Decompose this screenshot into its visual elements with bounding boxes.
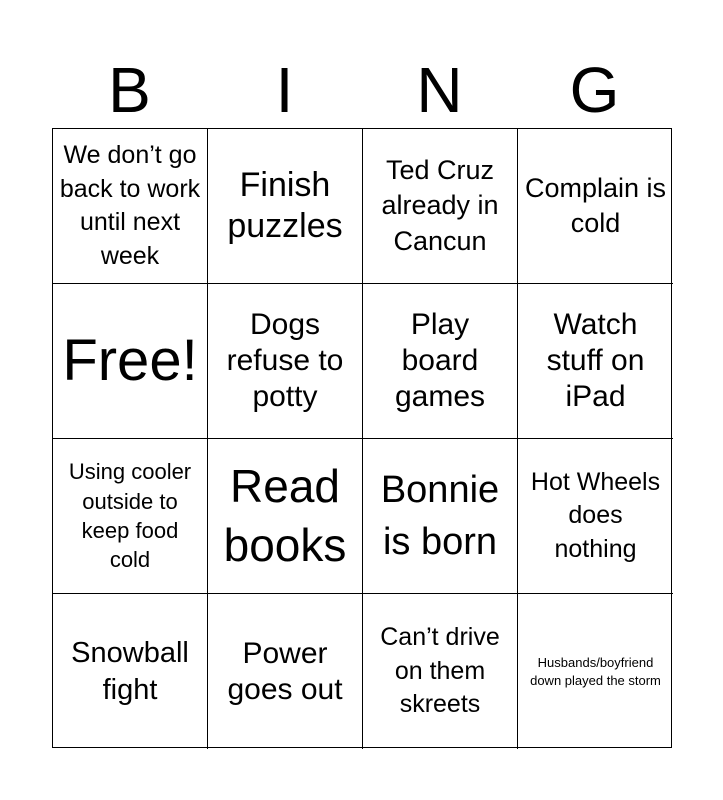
cell-label: Snowball fight bbox=[71, 637, 189, 706]
bingo-board bbox=[52, 128, 672, 748]
cell-label: We don’t go back to work until next week bbox=[59, 141, 201, 270]
cell-label: Using cooler outside to keep food cold bbox=[68, 459, 192, 573]
bingo-cell[interactable] bbox=[363, 284, 518, 439]
header-letter-n: N bbox=[416, 54, 463, 126]
bingo-cell[interactable] bbox=[53, 594, 208, 749]
cell-label: Play board games bbox=[394, 308, 486, 413]
cell-label: Power goes out bbox=[227, 636, 343, 706]
bingo-cell[interactable] bbox=[363, 439, 518, 594]
bingo-cell[interactable] bbox=[518, 594, 673, 749]
bingo-header bbox=[52, 52, 672, 128]
bingo-cell[interactable] bbox=[208, 129, 363, 284]
cell-label: Watch stuff on iPad bbox=[546, 308, 645, 413]
bingo-cell[interactable] bbox=[518, 439, 673, 594]
bingo-cell[interactable] bbox=[208, 439, 363, 594]
cell-label: Ted Cruz already in Cancun bbox=[381, 155, 499, 256]
bingo-cell[interactable] bbox=[518, 129, 673, 284]
bingo-cell[interactable] bbox=[53, 439, 208, 594]
header-letter-b: B bbox=[108, 54, 151, 126]
header-letter-g: G bbox=[569, 54, 620, 126]
bingo-cell[interactable] bbox=[363, 594, 518, 749]
cell-label: Bonnie is born bbox=[380, 468, 500, 563]
cell-label: Husbands/boyfriend down played the storm bbox=[530, 654, 661, 688]
bingo-cell[interactable] bbox=[208, 594, 363, 749]
bingo-cell[interactable] bbox=[53, 129, 208, 284]
cell-label: Read books bbox=[223, 460, 347, 571]
cell-label: Can’t drive on them skreets bbox=[380, 623, 500, 719]
bingo-cell[interactable] bbox=[208, 284, 363, 439]
free-cell[interactable] bbox=[53, 284, 208, 439]
cell-label: Complain is cold bbox=[524, 172, 667, 238]
cell-label: Free! bbox=[62, 328, 198, 394]
bingo-cell[interactable] bbox=[518, 284, 673, 439]
cell-label: Dogs refuse to potty bbox=[226, 308, 344, 413]
cell-label: Hot Wheels does nothing bbox=[530, 467, 661, 563]
cell-label: Finish puzzles bbox=[227, 166, 343, 245]
bingo-cell[interactable] bbox=[363, 129, 518, 284]
header-letter-i: I bbox=[275, 54, 294, 126]
